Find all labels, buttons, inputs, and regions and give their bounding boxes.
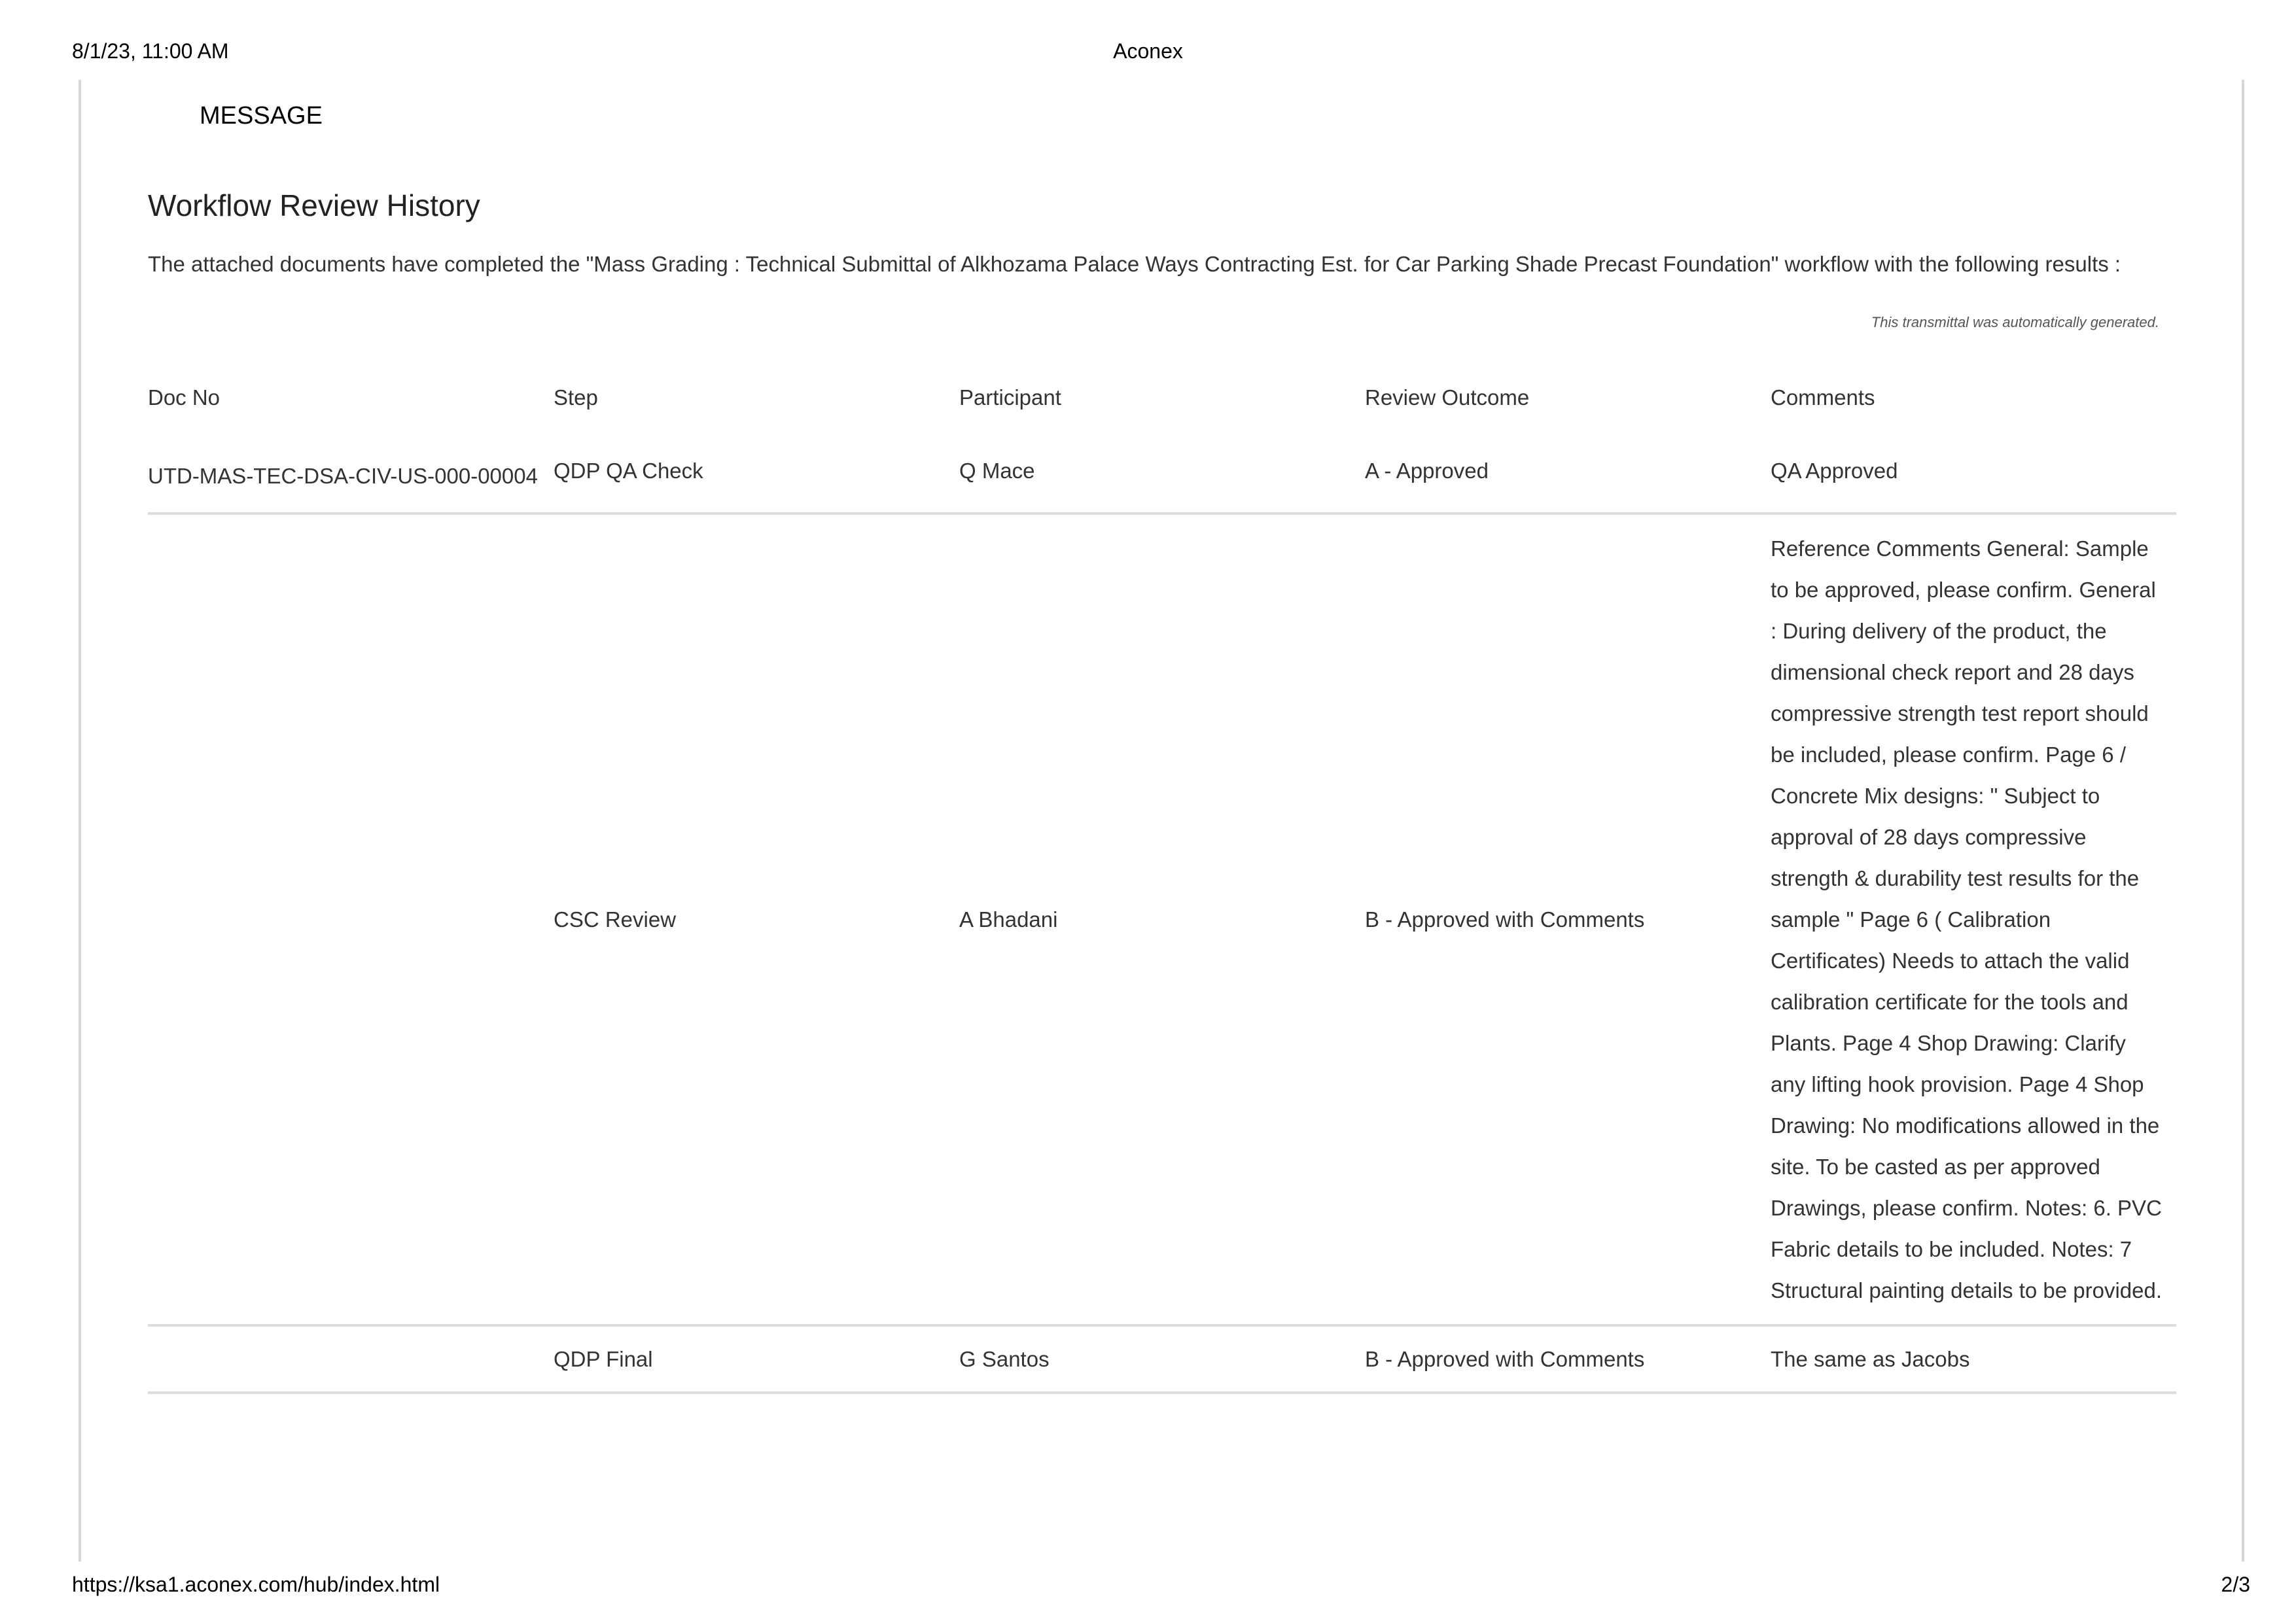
cell-comments: QA Approved [1771, 429, 2176, 514]
cell-outcome: A - Approved [1365, 429, 1771, 514]
cell-doc-no [148, 514, 554, 1325]
header-doc-no: Doc No [148, 385, 221, 410]
cell-doc-no [148, 1325, 554, 1393]
cell-comments: Reference Comments General: Sample to be approved, please confirm. General : During delivery of the product, the dimensional check report and 28 days compressive strength test report should be included, please confirm. Page 6 / Concrete Mix designs: " Subject to approval of 28 days compressive strength & durability test results for the sample " Page 6 ( Calibration Certificates) Needs to attach the valid calibration certificate for the tools and Plants. Page 4 Shop Drawing: Clarify any lifting hook provision. Page 4 Shop Drawing: No modifications allowed in the site. To be casted as per approved Drawings, please confirm. Notes: 6. PVC Fabric details to be included. Notes: 7 Structural painting details to be provided. [1771, 514, 2176, 1325]
header-participant: Participant [959, 385, 1061, 410]
cell-comments: The same as Jacobs [1771, 1325, 2176, 1393]
cell-participant: Q Mace [959, 429, 1365, 514]
header-step: Step [554, 385, 598, 410]
header-comments: Comments [1771, 385, 1875, 410]
cell-doc-no: UTD-MAS-TEC-DSA-CIV-US-000-00004 [148, 429, 554, 514]
message-label: MESSAGE [200, 102, 323, 130]
cell-outcome: B - Approved with Comments [1365, 1325, 1771, 1393]
table-row [148, 429, 2176, 514]
cell-step: QDP Final [554, 1325, 959, 1393]
print-datetime: 8/1/23, 11:00 AM [72, 39, 229, 63]
cell-participant: A Bhadani [959, 514, 1365, 1325]
table-row [148, 1325, 2176, 1393]
header-review-outcome: Review Outcome [1365, 385, 1530, 410]
content-right-border [2242, 80, 2244, 1562]
page-url: https://ksa1.aconex.com/hub/index.html [72, 1573, 440, 1596]
table-header-row [148, 366, 2176, 429]
auto-generated-note: This transmittal was automatically generated. [1871, 314, 2159, 330]
table-row [148, 514, 2176, 1325]
print-title: Aconex [1113, 39, 1183, 63]
cell-step: CSC Review [554, 514, 959, 1325]
page-number: 2/3 [2221, 1573, 2250, 1596]
print-header [72, 39, 2224, 65]
review-history-table [148, 366, 2176, 1394]
cell-outcome: B - Approved with Comments [1365, 514, 1771, 1325]
cell-step: QDP QA Check [554, 429, 959, 514]
intro-text: The attached documents have completed the "Mass Grading : Technical Submittal of Alkhozama Palace Ways Contracting Est. for Car Parking Shade Precast Foundation" workflow with the following results : [148, 252, 2121, 276]
section-title: Workflow Review History [148, 188, 480, 222]
print-footer [72, 1573, 2250, 1599]
content-left-border [79, 80, 81, 1562]
cell-participant: G Santos [959, 1325, 1365, 1393]
